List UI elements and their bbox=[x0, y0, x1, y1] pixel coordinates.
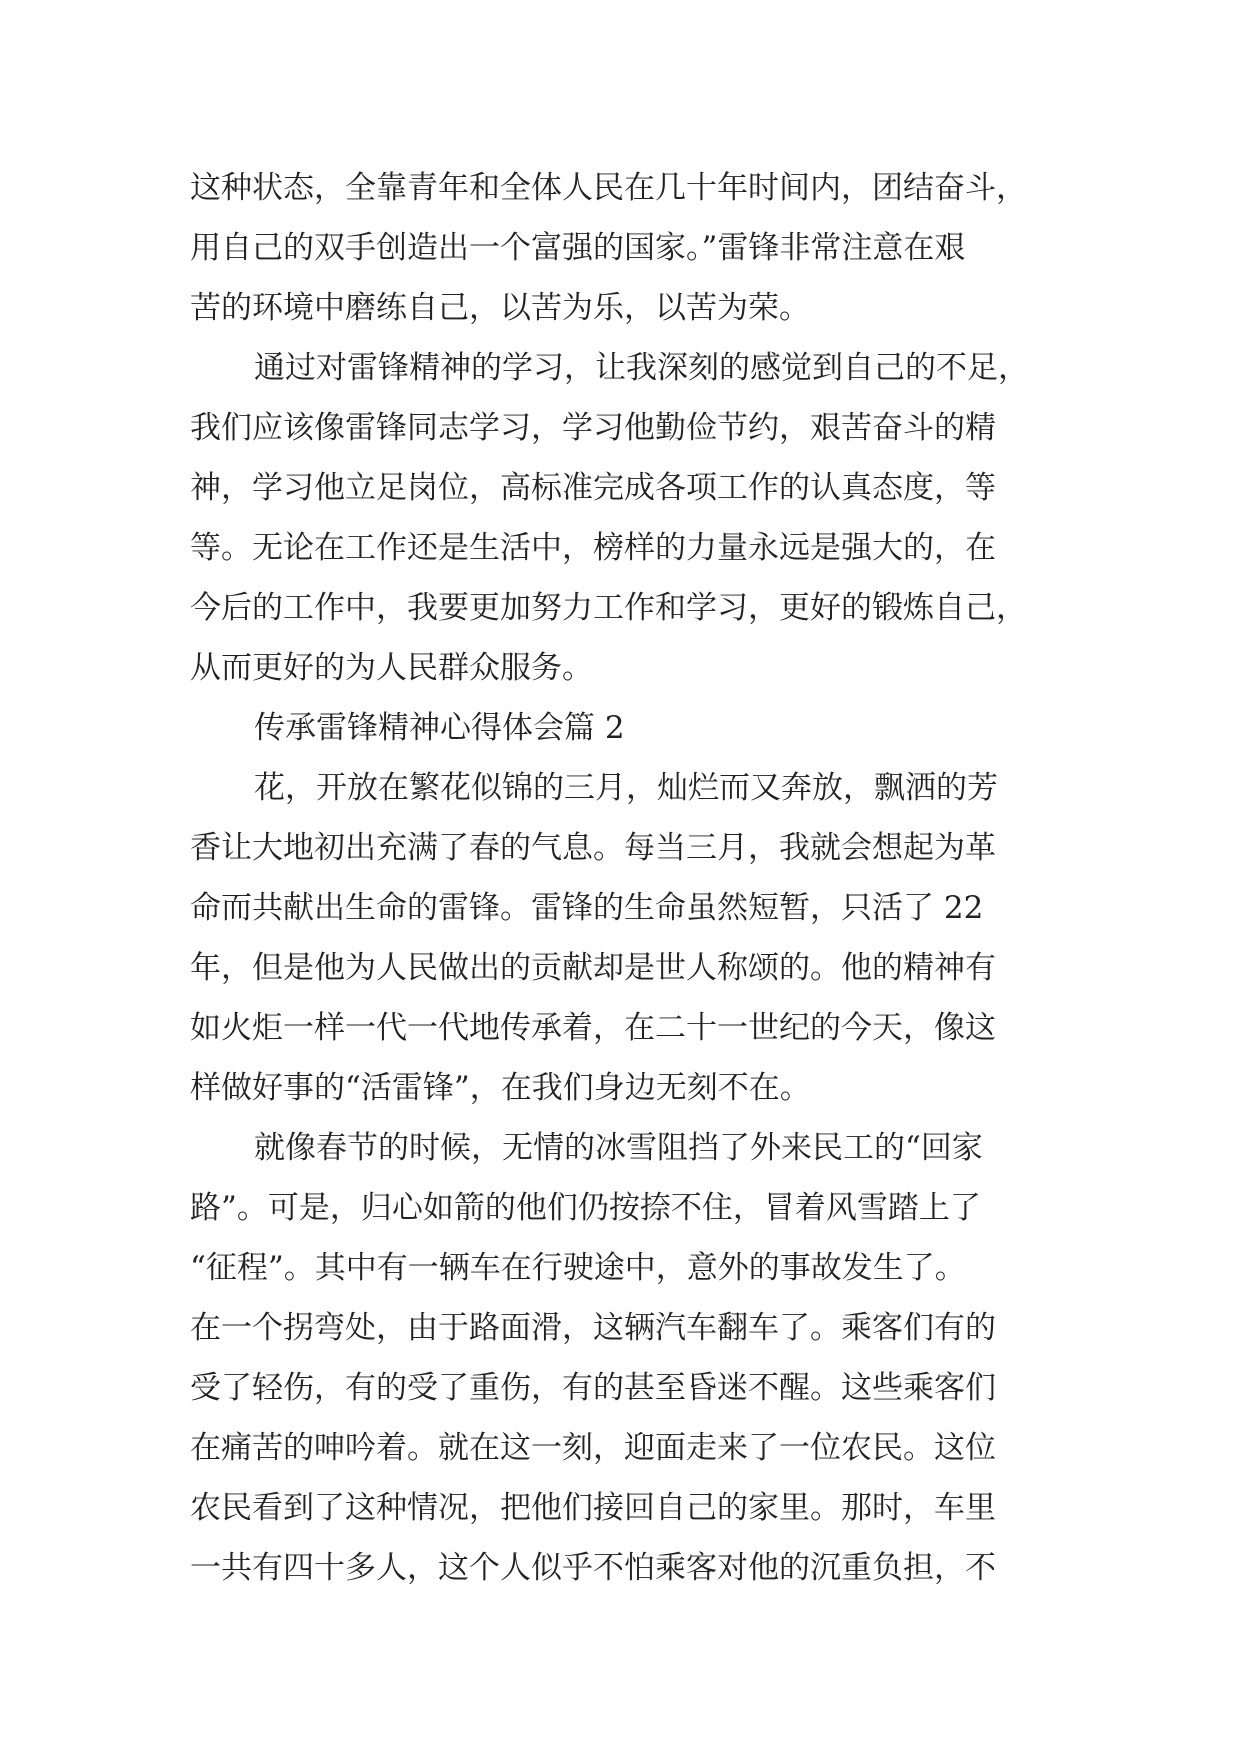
text-line: 年，但是他为人民做出的贡献却是世人称颂的。他的精神有 bbox=[190, 950, 996, 986]
body-text bbox=[190, 158, 1060, 1598]
text-line: 这种状态，全靠青年和全体人民在几十年时间内，团结奋斗， bbox=[190, 170, 1027, 206]
text-line: 一共有四十多人，这个人似乎不怕乘客对他的沉重负担，不 bbox=[190, 1550, 996, 1586]
paragraph-start-line: 花，开放在繁花似锦的三月，灿烂而又奔放，飘洒的芳 bbox=[254, 770, 998, 806]
text-line: 如火炬一样一代一代地传承着，在二十一世纪的今天，像这 bbox=[190, 1010, 996, 1046]
text-line: 样做好事的“活雷锋”，在我们身边无刻不在。 bbox=[190, 1070, 811, 1106]
text-line: 从而更好的为人民群众服务。 bbox=[190, 650, 593, 686]
text-line: 我们应该像雷锋同志学习，学习他勤俭节约，艰苦奋斗的精 bbox=[190, 410, 996, 446]
paragraph-start-line: 通过对雷锋精神的学习，让我深刻的感觉到自己的不足， bbox=[254, 350, 1029, 386]
text-line: 在痛苦的呻吟着。就在这一刻，迎面走来了一位农民。这位 bbox=[190, 1430, 996, 1466]
text-line: 等。无论在工作还是生活中，榜样的力量永远是强大的，在 bbox=[190, 530, 996, 566]
paragraph-start-line: 就像春节的时候，无情的冰雪阻挡了外来民工的“回家 bbox=[254, 1130, 983, 1166]
text-line: 路”。可是，归心如箭的他们仍按捺不住，冒着风雪踏上了 bbox=[190, 1190, 981, 1226]
text-line: 农民看到了这种情况，把他们接回自己的家里。那时，车里 bbox=[190, 1490, 996, 1526]
text-line: 苦的环境中磨练自己，以苦为乐，以苦为荣。 bbox=[190, 290, 810, 326]
text-line: 命而共献出生命的雷锋。雷锋的生命虽然短暂，只活了 22 bbox=[190, 890, 984, 926]
text-line: 香让大地初出充满了春的气息。每当三月，我就会想起为革 bbox=[190, 830, 996, 866]
text-line: 今后的工作中，我要更加努力工作和学习，更好的锻炼自己， bbox=[190, 590, 1027, 626]
text-line: 受了轻伤，有的受了重伤，有的甚至昏迷不醒。这些乘客们 bbox=[190, 1370, 996, 1406]
text-line: 在一个拐弯处，由于路面滑，这辆汽车翻车了。乘客们有的 bbox=[190, 1310, 996, 1346]
section-heading: 传承雷锋精神心得体会篇 2 bbox=[254, 710, 625, 746]
text-line: “征程”。其中有一辆车在行驶途中，意外的事故发生了。 bbox=[190, 1250, 966, 1286]
text-line: 用自己的双手创造出一个富强的国家。”雷锋非常注意在艰 bbox=[190, 230, 966, 266]
text-line: 神，学习他立足岗位，高标准完成各项工作的认真态度，等 bbox=[190, 470, 996, 506]
